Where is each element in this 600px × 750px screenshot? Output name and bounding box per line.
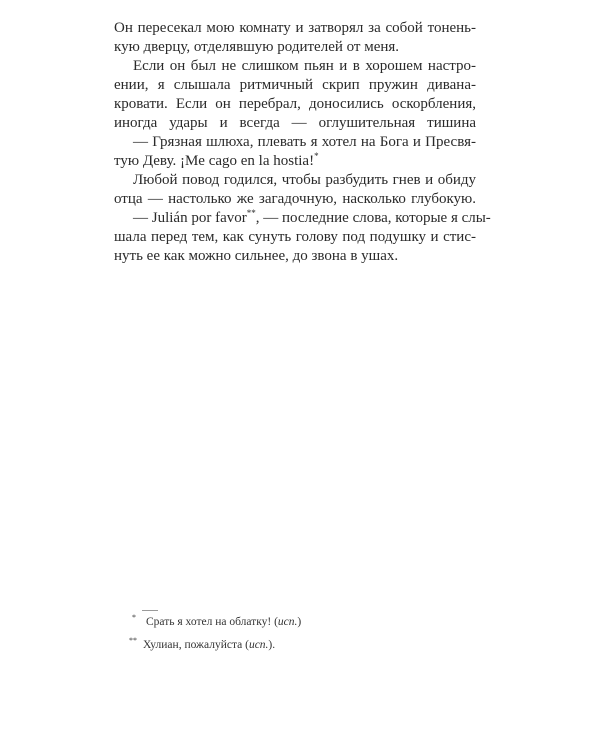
footnote-text: Хулиан, пожалуйста ( bbox=[143, 639, 249, 651]
footnote-divider bbox=[142, 610, 158, 611]
text-line: иногда удары и всегда — оглушительная тишина bbox=[114, 115, 476, 131]
text-line: кровати. Если он перебрал, доносились оскорбления, bbox=[114, 96, 476, 112]
footnote: * Срать я хотел на облатку! (исп.) bbox=[132, 613, 302, 628]
text-segment: тую Деву. ¡Me cago en la hostia! bbox=[114, 153, 315, 169]
footnote-ref[interactable]: * bbox=[314, 151, 319, 161]
footnote-ref[interactable]: ** bbox=[246, 208, 256, 218]
footnote-close: ). bbox=[268, 639, 276, 651]
footnote-lang: исп. bbox=[248, 639, 269, 651]
footnote-lang: исп. bbox=[277, 616, 298, 628]
text-line: Если он был не слишком пьян и в хорошем настро- bbox=[133, 58, 476, 74]
text-line bbox=[114, 208, 491, 228]
text-line: Любой повод годился, чтобы разбудить гнев и обиду bbox=[133, 172, 476, 188]
text-line: отца — настолько же загадочную, насколько глубокую. bbox=[114, 191, 476, 207]
text-line: ении, я слышала ритмичный скрип пружин дивана- bbox=[114, 77, 476, 93]
footnotes bbox=[129, 613, 462, 660]
text-line: шала перед тем, как сунуть голову под подушку и стис- bbox=[114, 229, 476, 245]
text-line: Он пересекал мою комнату и затворял за собой тонень- bbox=[114, 20, 476, 36]
main-text bbox=[114, 19, 491, 266]
text-line bbox=[114, 152, 476, 171]
text-segment: , — последние слова, которые я слы- bbox=[255, 210, 491, 226]
text-segment: — Julián por favor bbox=[133, 210, 247, 226]
text-line: кую дверцу, отделявшую родителей от меня. bbox=[114, 39, 400, 55]
text-line: нуть ее как можно сильнее, до звона в ушах. bbox=[114, 248, 399, 264]
footnote-close: ) bbox=[297, 616, 302, 628]
text-line: — Грязная шлюха, плевать я хотел на Бога и Пресвя- bbox=[133, 134, 476, 150]
footnote: ** Хулиан, пожалуйста (исп.). bbox=[129, 636, 276, 651]
footnote-text: Срать я хотел на облатку! ( bbox=[146, 616, 278, 628]
